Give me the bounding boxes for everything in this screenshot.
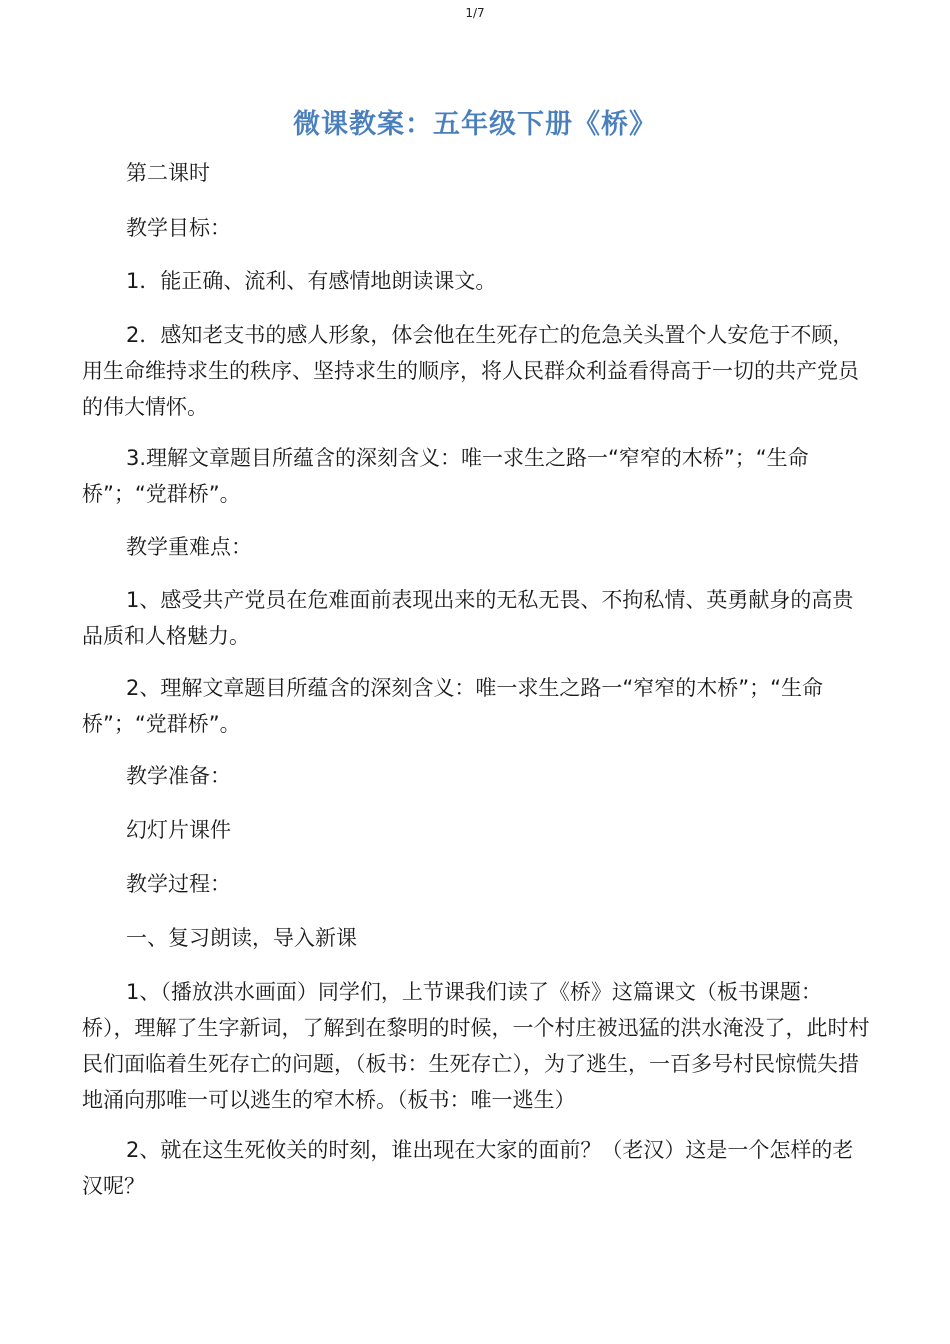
paragraph-key-point-1: 1、感受共产党员在危难面前表现出来的无私无畏、不拘私情、英勇献身的高贵品质和人格魅力。	[82, 588, 854, 648]
paragraph-key-point-2: 2、理解文章题目所蕴含的深刻含义：唯一求生之路一“窄窄的木桥”；“生命桥”；“党群桥”。	[82, 676, 823, 736]
paragraph-step-1: 1、（播放洪水画面）同学们，上节课我们读了《桥》这篇课文（板书课题：桥），理解了生字新词，了解到在黎明的时候，一个村庄被迅猛的洪水淹没了，此时村民们面临着生死存亡的问题，（板书：生死存亡），为了逃生，一百多号村民惊慌失措地涌向那唯一可以逃生的窄木桥。（板书：唯一逃生）	[82, 980, 870, 1112]
document-title: 微课教案：五年级下册《桥》	[293, 109, 657, 140]
paragraph-objective-3: 3.理解文章题目所蕴含的深刻含义：唯一求生之路一“窄窄的木桥”；“生命桥”；“党群桥”。	[82, 446, 809, 506]
page-number: 1/7	[465, 6, 485, 20]
paragraph-objectives-heading: 教学目标：	[126, 216, 231, 240]
paragraph-step-2: 2、就在这生死攸关的时刻，谁出现在大家的面前？（老汉）这是一个怎样的老汉呢？	[82, 1138, 854, 1198]
paragraph-section-1-heading: 一、复习朗读，导入新课	[126, 926, 357, 950]
paragraph-preparation-heading: 教学准备：	[126, 764, 231, 788]
paragraph-lesson-period: 第二课时	[126, 161, 210, 185]
paragraph-objective-1: 1．能正确、流利、有感情地朗读课文。	[126, 269, 497, 293]
paragraph-preparation: 幻灯片课件	[126, 818, 231, 842]
paragraph-process-heading: 教学过程：	[126, 872, 231, 896]
paragraph-objective-2: 2．感知老支书的感人形象，体会他在生死存亡的危急关头置个人安危于不顾，用生命维持求生的秩序、坚持求生的顺序，将人民群众利益看得高于一切的共产党员的伟大情怀。	[82, 323, 859, 419]
paragraph-key-points-heading: 教学重难点：	[126, 535, 252, 559]
